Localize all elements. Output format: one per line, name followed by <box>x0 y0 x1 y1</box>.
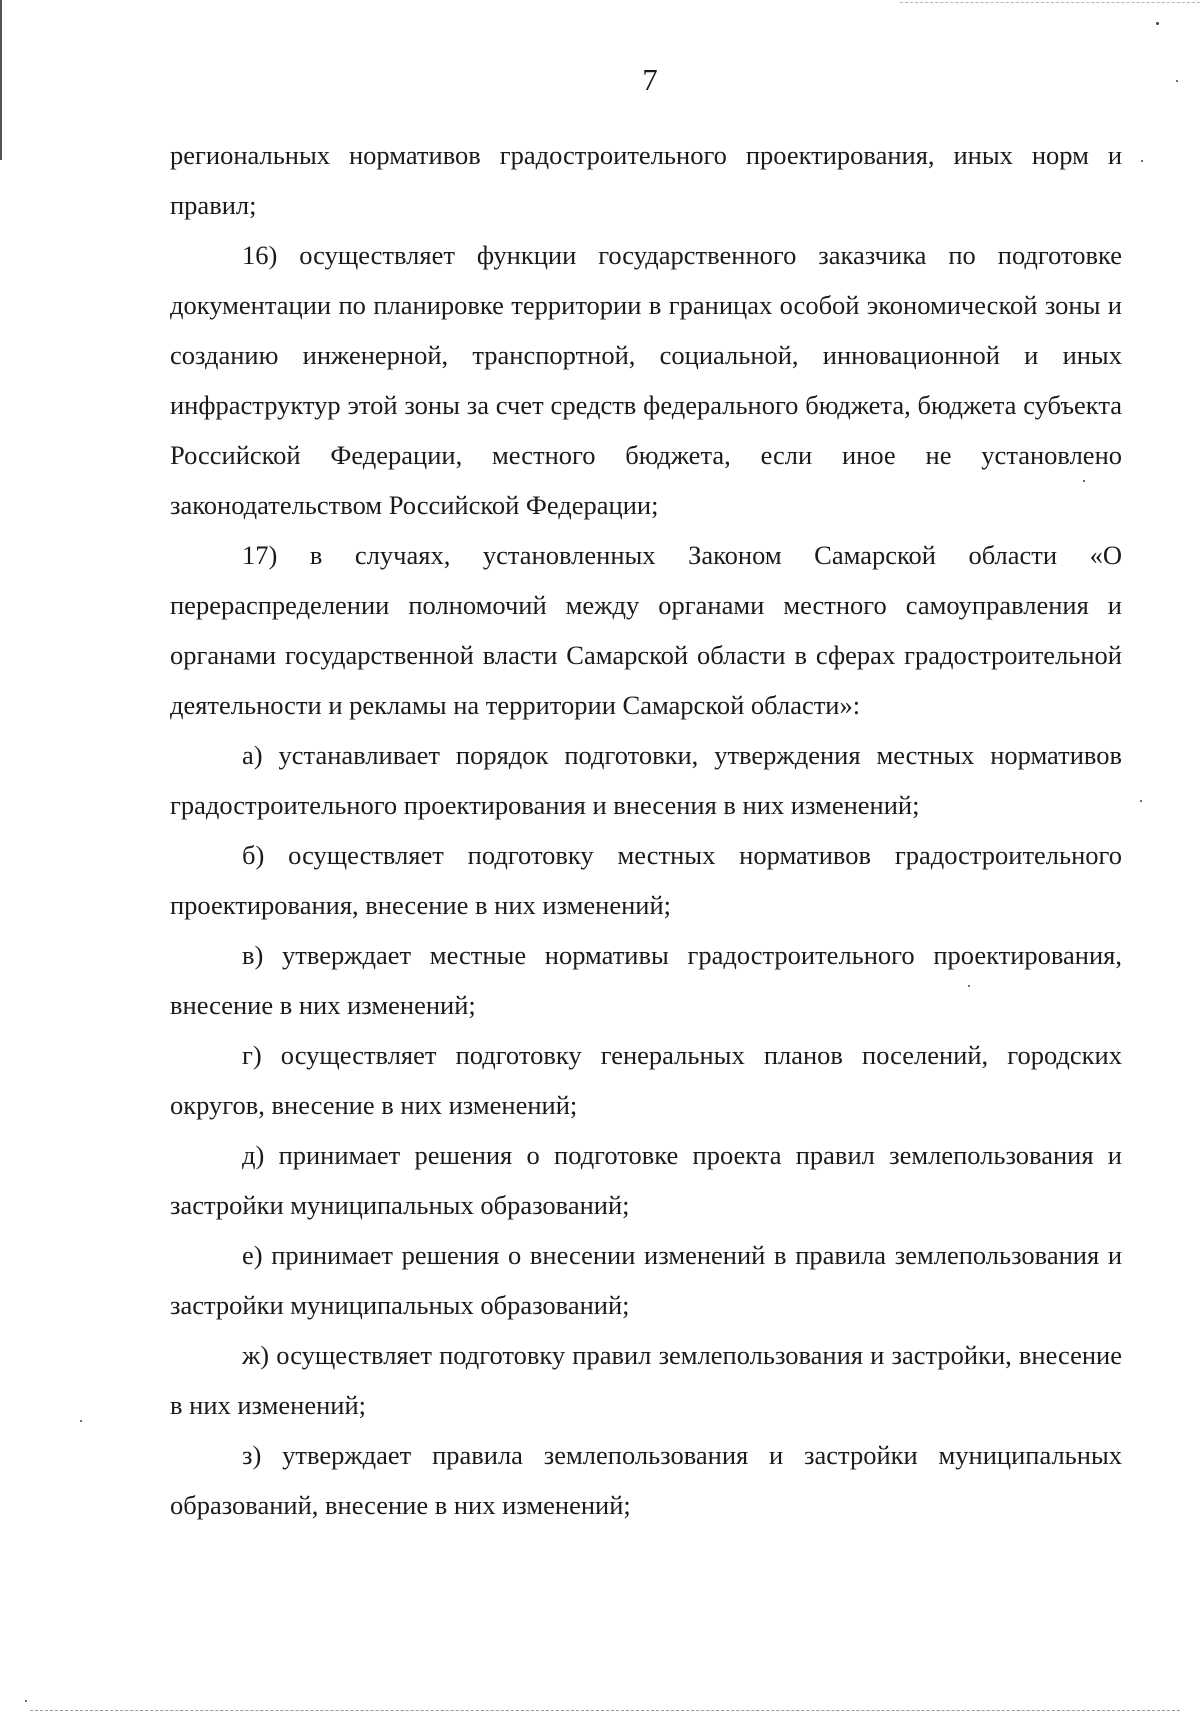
paragraph: а) устанавливает порядок подготовки, утверждения местных нормативов градостроительного проектирования и внесения в них изменений; <box>170 740 1122 820</box>
paragraph: д) принимает решения о подготовке проекта правил землепользования и застройки муниципальных образований; <box>170 1140 1122 1220</box>
scan-edge-bottom <box>30 1710 1180 1712</box>
paragraph: б) осуществляет подготовку местных нормативов градостроительного проектирования, внесение в них изменений; <box>170 840 1122 920</box>
scan-speck <box>25 1700 27 1702</box>
scan-speck <box>1156 22 1159 25</box>
scan-speck <box>1141 160 1143 162</box>
paragraph: региональных нормативов градостроительного проектирования, иных норм и правил; <box>170 140 1122 220</box>
page-number: 7 <box>642 62 658 97</box>
document-body <box>170 130 1122 1530</box>
scan-edge-top <box>900 2 1200 4</box>
scan-speck <box>80 1420 82 1422</box>
scan-speck <box>1140 800 1142 802</box>
paragraph: е) принимает решения о внесении изменений в правила землепользования и застройки муниципальных образований; <box>170 1240 1122 1320</box>
paragraph: 17) в случаях, установленных Законом Самарской области «О перераспределении полномочий между органами местного самоуправления и органами государственной власти Самарской области в сферах градостроительной деятельности и рекламы на территории Самарской области»: <box>170 540 1122 720</box>
paragraph: ж) осуществляет подготовку правил землепользования и застройки, внесение в них изменений; <box>170 1340 1122 1420</box>
paragraph: г) осуществляет подготовку генеральных планов поселений, городских округов, внесение в них изменений; <box>170 1040 1122 1120</box>
paragraph: 16) осуществляет функции государственного заказчика по подготовке документации по планировке территории в границах особой экономической зоны и созданию инженерной, транспортной, социальной, инновационной и иных инфраструктур этой зоны за счет средств федерального бюджета, бюджета субъекта Российской Федерации, местного бюджета, если иное не установлено законодательством Российской Федерации; <box>170 240 1122 520</box>
paragraph: з) утверждает правила землепользования и застройки муниципальных образований, внесение в них изменений; <box>170 1440 1122 1520</box>
paragraph: в) утверждает местные нормативы градостроительного проектирования, внесение в них изменений; <box>170 940 1122 1020</box>
